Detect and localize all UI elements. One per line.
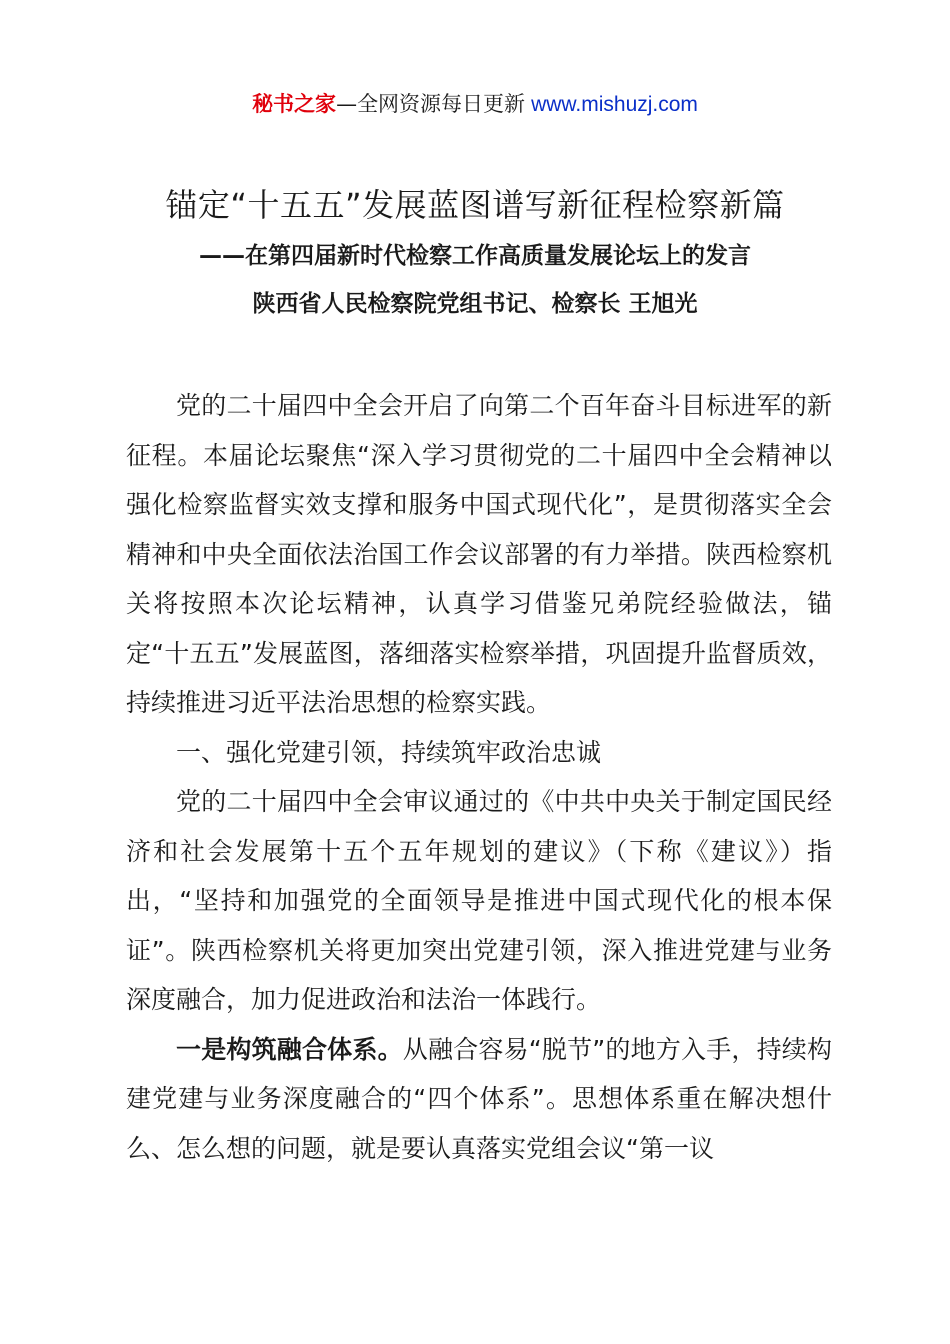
header-tagline: —全网资源每日更新: [336, 92, 526, 116]
site-url-link[interactable]: www.mishuzj.com: [531, 93, 698, 116]
document-subtitle: ——在第四届新时代检察工作高质量发展论坛上的发言: [199, 243, 751, 269]
point-1-lead: 一是构筑融合体系。: [176, 1034, 403, 1064]
site-header: [0, 88, 950, 121]
point-1-text: 从融合容易“脱节”的地方入手，持续构建党建与业务深度融合的“四个体系”。思想体系重在解决想什么、怎么想的问题，就是要认真落实党组会议“第一议: [126, 1034, 832, 1163]
paragraph-point-1: [126, 1025, 832, 1174]
document-body: [126, 381, 832, 1173]
brand-name: 秘书之家: [252, 92, 337, 116]
document-author: 陕西省人民检察院党组书记、检察长 王旭光: [252, 291, 698, 317]
section-heading-1: 一、强化党建引领，持续筑牢政治忠诚: [176, 737, 602, 767]
paragraph-section-1: 党的二十届四中全会审议通过的《中共中央关于制定国民经济和社会发展第十五个五年规划的建议》（下称《建议》）指出，“坚持和加强党的全面领导是推进中国式现代化的根本保证”。陕西检察机关将更加突出党建引领，深入推进党建与业务深度融合，加力促进政治和法治一体践行。: [126, 787, 832, 1014]
paragraph-intro: 党的二十届四中全会开启了向第二个百年奋斗目标进军的新征程。本届论坛聚焦“深入学习贯彻党的二十届四中全会精神以强化检察监督实效支撑和服务中国式现代化”，是贯彻落实全会精神和中央全面依法治国工作会议部署的有力举措。陕西检察机关将按照本次论坛精神，认真学习借鉴兄弟院经验做法，锚定“十五五”发展蓝图，落细落实检察举措，巩固提升监督质效，持续推进习近平法治思想的检察实践。: [126, 391, 832, 717]
document-title: 锚定“十五五”发展蓝图谱写新征程检察新篇: [165, 186, 785, 224]
